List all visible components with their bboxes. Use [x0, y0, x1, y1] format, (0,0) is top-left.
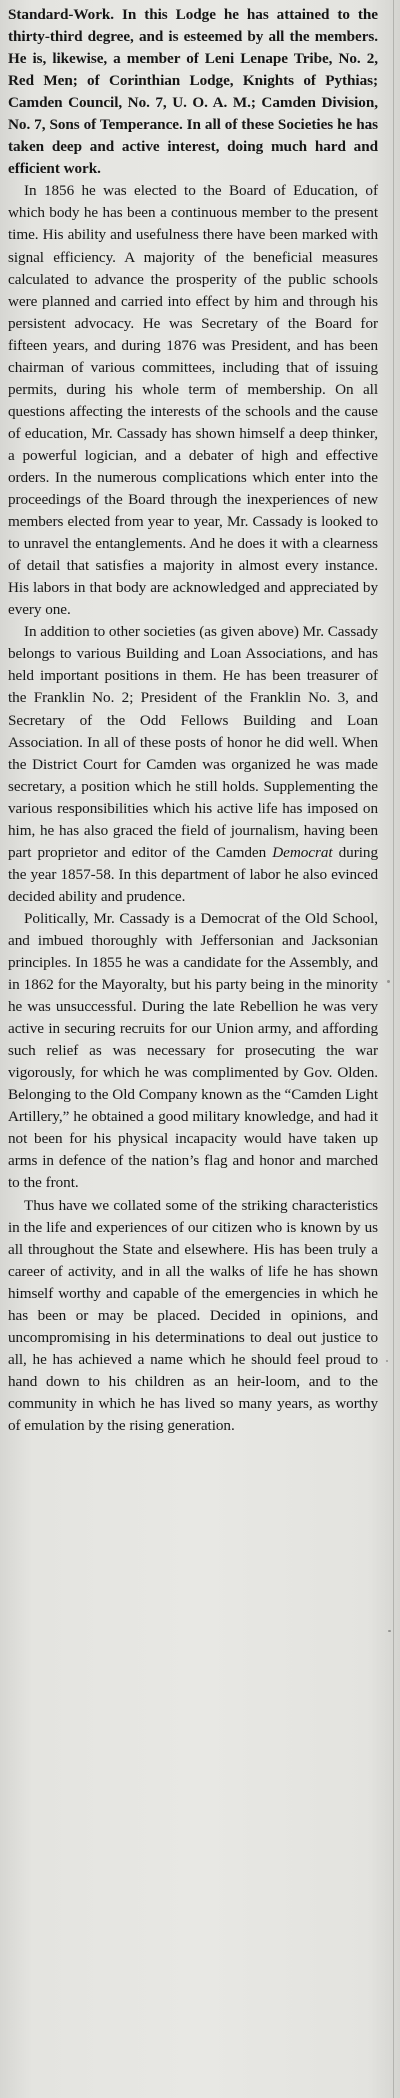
article-paragraph-5: Thus have we collated some of the striking characteristics in the life and experiences of our citizen who is known by us all throughout the State and elsewhere. His has been truly a career of activity, and in all the walks of life he has shown himself worthy and capable of the emergencies in which he has been or may be placed. Decided in opinions, and uncompromising in his determinations to deal out justice to all, he has achieved a name which he should feel proud to hand down to his children as an heir-loom, and to the community in which he has lived so many years, as worthy of emulation by the rising generation.: [8, 1196, 378, 1434]
article-paragraph-3: In addition to other societies (as given above) Mr. Cassady belongs to various Building and Loan Associations, and has held important positions in them. He has been treasurer of the Franklin No. 2; President of the Franklin No. 3, and Secretary of the Odd Fellows Building and Loan Association. In all of these posts of honor he did well. When the District Court for Camden was organized he was made secretary, a position which he still holds. Supplementing the various responsibilities which his active life has imposed on him, he has also graced the field of journalism, having been part proprietor and editor of the Camden Democrat during the year 1857-58. In this department of labor he also evinced decided ability and prudence.: [8, 623, 378, 905]
article-paragraph-2: In 1856 he was elected to the Board of Education, of which body he has been a continuous member to the present time. His ability and usefulness there have been marked with signal efficiency. A majority of the beneficial measures calculated to advance the prosperity of the public schools were planned and carried into effect by him and through his persistent advocacy. He was Secretary of the Board for fifteen years, and during 1876 was President, and has been chairman of various committees, including that of issuing permits, during his whole term of membership. On all questions affecting the interests of the schools and the cause of education, Mr. Cassady has shown himself a deep thinker, a powerful logician, and a debater of high and effective orders. In the numerous complications which enter into the proceedings of the Board through the inexperiences of new members elected from year to year, Mr. Cassady is looked to to unravel the entanglements. And he does it with a clearness of detail that satisfies a majority in almost every instance. His labors in that body are acknowledged and appreciated by every one.: [8, 182, 378, 619]
print-speck: [386, 1360, 388, 1362]
article-paragraph-1: Standard-Work. In this Lodge he has attained to the thirty-third degree, and is esteemed by all the members. He is, likewise, a member of Leni Lenape Tribe, No. 2, Red Men; of Corinthian Lodge, Knights of Pythias; Camden Council, No. 7, U. O. A. M.; Camden Division, No. 7, Sons of Temperance. In all of these Societies he has taken deep and active interest, doing much hard and efficient work.: [8, 6, 378, 178]
column-edge-rule: [393, 0, 394, 2098]
newspaper-title: Democrat: [272, 843, 333, 861]
print-speck: [388, 1630, 391, 1632]
article-column: [8, 4, 378, 1437]
article-paragraph-4: Politically, Mr. Cassady is a Democrat of the Old School, and imbued thoroughly with Jeffersonian and Jacksonian principles. In 1855 he was a candidate for the Assembly, and in 1862 for the Mayoralty, but his party being in the minority he was unsuccessful. During the late Rebellion he was very active in securing recruits for our Union army, and affording such relief as was necessary for prosecuting the war vigorously, for which he was complimented by Gov. Olden. Belonging to the Old Company known as the “Camden Light Artillery,” he obtained a good military knowledge, and had it not been for his physical incapacity would have taken up arms in defence of the nation’s flag and honor and marched to the front.: [8, 909, 378, 1192]
print-speck: [387, 980, 390, 983]
